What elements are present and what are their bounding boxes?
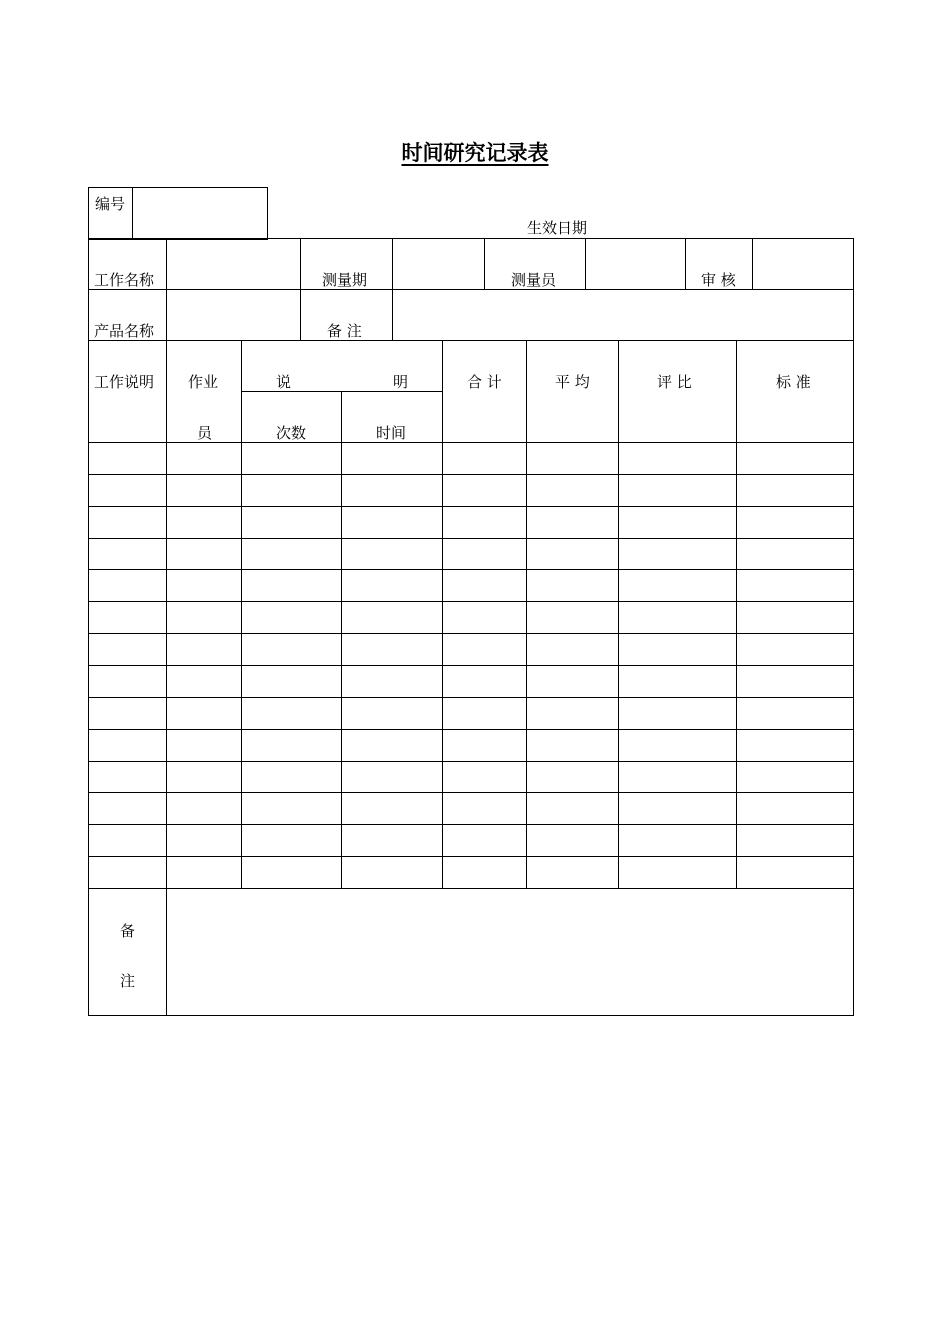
table-row-divider xyxy=(88,824,854,825)
header-time: 时间 xyxy=(376,424,407,442)
table-cell[interactable] xyxy=(620,858,735,887)
header-average: 平 均 xyxy=(555,373,590,391)
table-cell[interactable] xyxy=(90,603,165,632)
table-cell[interactable] xyxy=(168,540,240,568)
table-cell[interactable] xyxy=(620,540,735,568)
table-cell[interactable] xyxy=(243,794,340,823)
table-cell[interactable] xyxy=(738,858,853,887)
table-cell[interactable] xyxy=(444,731,525,760)
col-divider xyxy=(300,238,301,340)
table-cell[interactable] xyxy=(90,635,165,664)
col-divider xyxy=(526,340,527,888)
table-cell[interactable] xyxy=(243,603,340,632)
table-row-divider xyxy=(88,665,854,666)
table-cell[interactable] xyxy=(90,794,165,823)
table-cell[interactable] xyxy=(528,571,617,600)
subheader-divider xyxy=(241,391,443,392)
col-divider xyxy=(585,238,586,289)
table-cell[interactable] xyxy=(90,858,165,887)
table-cell[interactable] xyxy=(243,635,340,664)
effective-date-label: 生效日期 xyxy=(527,219,588,237)
table-cell[interactable] xyxy=(444,794,525,823)
table-cell[interactable] xyxy=(738,540,853,568)
table-row-divider xyxy=(88,729,854,730)
table-cell[interactable] xyxy=(168,826,240,855)
table-row-divider xyxy=(88,506,854,507)
table-cell[interactable] xyxy=(168,603,240,632)
col-divider xyxy=(341,391,342,888)
table-row-divider xyxy=(88,697,854,698)
table-cell[interactable] xyxy=(168,794,240,823)
table-cell[interactable] xyxy=(738,444,853,473)
table-cell[interactable] xyxy=(343,858,441,887)
table-cell[interactable] xyxy=(168,763,240,791)
table-cell[interactable] xyxy=(343,826,441,855)
table-cell[interactable] xyxy=(620,571,735,600)
table-cell[interactable] xyxy=(738,667,853,696)
table-cell[interactable] xyxy=(528,794,617,823)
table-cell[interactable] xyxy=(243,571,340,600)
table-cell[interactable] xyxy=(343,571,441,600)
table-cell[interactable] xyxy=(168,858,240,887)
table-cell[interactable] xyxy=(90,508,165,537)
table-cell[interactable] xyxy=(528,826,617,855)
col-divider xyxy=(618,340,619,888)
job-name-label: 工作名称 xyxy=(94,271,155,289)
table-cell[interactable] xyxy=(444,858,525,887)
table-row-divider xyxy=(88,856,854,857)
table-row-divider xyxy=(88,474,854,475)
table-cell[interactable] xyxy=(90,667,165,696)
serial-divider xyxy=(132,187,133,240)
table-cell[interactable] xyxy=(620,476,735,505)
table-cell[interactable] xyxy=(168,571,240,600)
col-divider xyxy=(392,238,393,340)
measure-period-field[interactable] xyxy=(394,240,483,288)
row-divider xyxy=(88,340,854,341)
col-divider xyxy=(166,340,167,888)
measure-period-label: 测量期 xyxy=(322,271,368,289)
header-standard: 标 准 xyxy=(776,373,811,391)
table-cell[interactable] xyxy=(620,508,735,537)
table-cell[interactable] xyxy=(343,731,441,760)
table-cell[interactable] xyxy=(444,699,525,728)
review-label: 审 核 xyxy=(701,271,736,289)
table-cell[interactable] xyxy=(243,763,340,791)
table-cell[interactable] xyxy=(738,794,853,823)
table-cell[interactable] xyxy=(620,667,735,696)
table-cell[interactable] xyxy=(90,444,165,473)
table-row-divider xyxy=(88,569,854,570)
remark-label: 备 注 xyxy=(327,322,362,340)
table-cell[interactable] xyxy=(90,476,165,505)
table-cell[interactable] xyxy=(168,476,240,505)
table-cell[interactable] xyxy=(343,540,441,568)
table-cell[interactable] xyxy=(620,603,735,632)
table-cell[interactable] xyxy=(528,635,617,664)
table-cell[interactable] xyxy=(90,571,165,600)
table-cell[interactable] xyxy=(243,699,340,728)
product-name-field[interactable] xyxy=(168,291,299,339)
col-divider xyxy=(166,888,167,1016)
serial-field[interactable] xyxy=(134,189,266,238)
table-cell[interactable] xyxy=(738,571,853,600)
table-cell[interactable] xyxy=(90,731,165,760)
table-cell[interactable] xyxy=(343,603,441,632)
table-cell[interactable] xyxy=(343,794,441,823)
col-divider xyxy=(442,340,443,888)
measurer-field[interactable] xyxy=(587,240,684,288)
table-cell[interactable] xyxy=(620,444,735,473)
table-cell[interactable] xyxy=(620,635,735,664)
table-cell[interactable] xyxy=(444,571,525,600)
table-cell[interactable] xyxy=(168,731,240,760)
col-divider xyxy=(685,238,686,289)
table-cell[interactable] xyxy=(343,667,441,696)
table-cell[interactable] xyxy=(343,635,441,664)
row-divider xyxy=(88,888,854,889)
table-cell[interactable] xyxy=(528,540,617,568)
table-cell[interactable] xyxy=(243,540,340,568)
table-cell[interactable] xyxy=(444,603,525,632)
table-cell[interactable] xyxy=(168,635,240,664)
table-row-divider xyxy=(88,538,854,539)
table-row-divider xyxy=(88,601,854,602)
table-cell[interactable] xyxy=(343,476,441,505)
review-field[interactable] xyxy=(754,240,852,288)
table-cell[interactable] xyxy=(343,763,441,791)
col-divider xyxy=(484,238,485,289)
table-cell[interactable] xyxy=(528,444,617,473)
job-name-field[interactable] xyxy=(168,240,299,288)
table-cell[interactable] xyxy=(444,826,525,855)
table-cell[interactable] xyxy=(90,763,165,791)
table-cell[interactable] xyxy=(168,667,240,696)
table-cell[interactable] xyxy=(738,763,853,791)
header-count: 次数 xyxy=(276,424,307,442)
table-cell[interactable] xyxy=(738,731,853,760)
table-cell[interactable] xyxy=(528,603,617,632)
header-operator-bottom: 员 xyxy=(197,424,213,442)
table-row-divider xyxy=(88,792,854,793)
table-cell[interactable] xyxy=(444,667,525,696)
table-row-divider xyxy=(88,633,854,634)
header-rating: 评 比 xyxy=(657,373,692,391)
form-title: 时间研究记录表 xyxy=(401,140,549,165)
product-name-label: 产品名称 xyxy=(94,322,155,340)
footer-remark-char1: 备 xyxy=(120,922,136,940)
table-cell[interactable] xyxy=(243,667,340,696)
table-cell[interactable] xyxy=(168,699,240,728)
header-explain-left: 说 xyxy=(276,373,292,391)
serial-label: 编号 xyxy=(95,195,126,213)
table-cell[interactable] xyxy=(444,635,525,664)
col-divider xyxy=(736,340,737,888)
col-divider xyxy=(752,238,753,289)
col-divider xyxy=(241,340,242,888)
table-cell[interactable] xyxy=(528,476,617,505)
table-cell[interactable] xyxy=(528,858,617,887)
measurer-label: 测量员 xyxy=(511,271,557,289)
table-cell[interactable] xyxy=(90,699,165,728)
table-cell[interactable] xyxy=(620,731,735,760)
table-row-divider xyxy=(88,442,854,443)
footer-remark-field[interactable] xyxy=(168,890,852,1014)
table-cell[interactable] xyxy=(444,540,525,568)
table-cell[interactable] xyxy=(620,794,735,823)
header-job-desc: 工作说明 xyxy=(94,373,155,391)
col-divider xyxy=(166,238,167,289)
table-cell[interactable] xyxy=(343,699,441,728)
table-cell[interactable] xyxy=(90,540,165,568)
table-cell[interactable] xyxy=(620,826,735,855)
table-cell[interactable] xyxy=(444,508,525,537)
table-cell[interactable] xyxy=(738,476,853,505)
table-cell[interactable] xyxy=(243,826,340,855)
table-cell[interactable] xyxy=(243,476,340,505)
table-cell[interactable] xyxy=(528,508,617,537)
table-cell[interactable] xyxy=(738,603,853,632)
header-operator-top: 作业 xyxy=(188,373,219,391)
table-cell[interactable] xyxy=(528,763,617,791)
table-cell[interactable] xyxy=(738,699,853,728)
table-cell[interactable] xyxy=(243,731,340,760)
table-cell[interactable] xyxy=(528,731,617,760)
table-cell[interactable] xyxy=(738,508,853,537)
table-cell[interactable] xyxy=(343,444,441,473)
col-divider xyxy=(166,289,167,340)
table-cell[interactable] xyxy=(243,508,340,537)
table-cell[interactable] xyxy=(620,763,735,791)
table-cell[interactable] xyxy=(343,508,441,537)
footer-remark-char2: 注 xyxy=(120,972,136,990)
row-divider xyxy=(88,289,854,290)
remark-field[interactable] xyxy=(394,291,852,339)
table-cell[interactable] xyxy=(738,635,853,664)
table-cell[interactable] xyxy=(528,699,617,728)
table-cell[interactable] xyxy=(243,444,340,473)
table-cell[interactable] xyxy=(168,444,240,473)
table-cell[interactable] xyxy=(620,699,735,728)
table-cell[interactable] xyxy=(243,858,340,887)
header-explain-right: 明 xyxy=(393,373,409,391)
table-cell[interactable] xyxy=(738,826,853,855)
table-cell[interactable] xyxy=(444,444,525,473)
table-cell[interactable] xyxy=(528,667,617,696)
table-row-divider xyxy=(88,761,854,762)
header-total: 合 计 xyxy=(467,373,502,391)
table-cell[interactable] xyxy=(168,508,240,537)
table-cell[interactable] xyxy=(444,476,525,505)
table-cell[interactable] xyxy=(90,826,165,855)
table-cell[interactable] xyxy=(444,763,525,791)
